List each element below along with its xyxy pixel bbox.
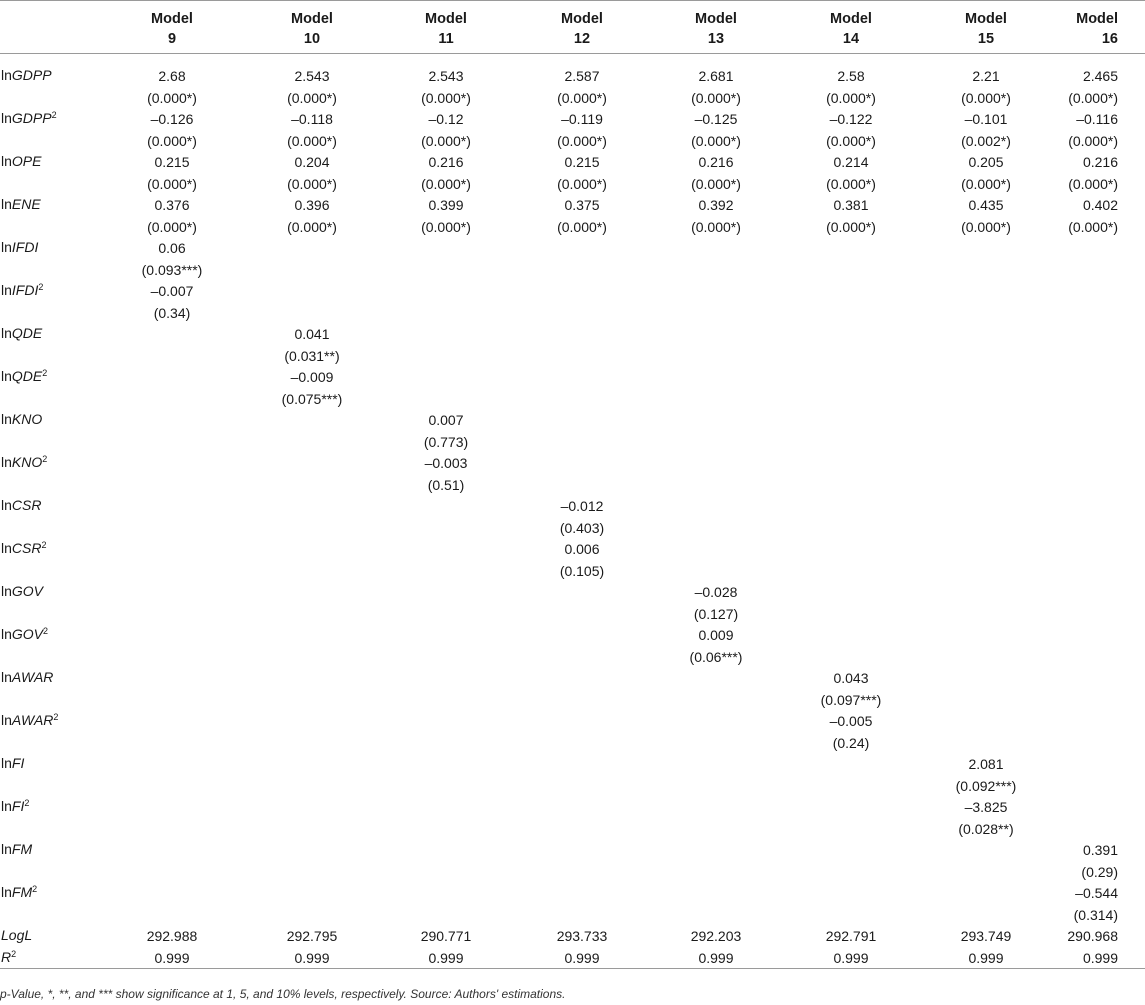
- coefficient-value: 0.043: [833, 670, 869, 686]
- row-label-variable: IFDI: [11, 239, 39, 255]
- table-cell: [257, 948, 367, 970]
- table-cell: [931, 926, 1041, 948]
- table-cell: [117, 238, 227, 281]
- row-label: [1, 496, 41, 514]
- table-cell: [117, 109, 227, 152]
- row-label-prefix: ln: [1, 712, 12, 728]
- column-header-top: Model: [425, 11, 467, 27]
- row-label: [1, 711, 58, 729]
- table-cell: [796, 668, 906, 711]
- row-label: [1, 948, 16, 966]
- p-value: (0.000*): [691, 218, 741, 235]
- column-header-top: Model: [291, 11, 333, 27]
- coefficient-value: 292.791: [825, 928, 877, 944]
- table-row: [0, 538, 1145, 581]
- table-cell: [527, 496, 637, 539]
- table-cell: [527, 948, 637, 970]
- row-label-variable: FM: [11, 841, 33, 857]
- coefficient-value: –0.125: [694, 111, 738, 127]
- table-cell: [931, 66, 1041, 109]
- column-header-top: Model: [561, 11, 603, 27]
- row-label-superscript: 2: [32, 884, 38, 894]
- coefficient-value: –0.007: [150, 283, 194, 299]
- coefficient-value: 292.795: [286, 928, 338, 944]
- coefficient-value: 0.204: [294, 154, 330, 170]
- table-cell: [931, 754, 1041, 797]
- table-cell: [391, 152, 501, 195]
- coefficient-value: –0.122: [829, 111, 873, 127]
- table-row: [0, 323, 1145, 366]
- p-value: (0.000*): [961, 218, 1011, 235]
- table-cell: [931, 152, 1041, 195]
- row-label-variable: FM: [11, 884, 33, 900]
- p-value: (0.000*): [826, 132, 876, 149]
- table-header: [0, 0, 1145, 54]
- coefficient-value: 2.58: [837, 68, 865, 84]
- row-label-superscript: 2: [38, 282, 44, 292]
- table-cell: [661, 195, 771, 238]
- coefficient-value: 0.396: [294, 197, 330, 213]
- row-label: [1, 668, 53, 686]
- p-value: (0.092***): [955, 777, 1017, 794]
- p-value: (0.000*): [961, 89, 1011, 106]
- p-value: (0.34): [153, 304, 191, 321]
- row-label: [1, 539, 46, 557]
- column-header: [391, 9, 501, 49]
- coefficient-value: 0.009: [698, 627, 734, 643]
- row-label-variable: FI: [11, 798, 25, 814]
- coefficient-value: 0.041: [294, 326, 330, 342]
- coefficient-value: –0.126: [150, 111, 194, 127]
- table-cell: [661, 109, 771, 152]
- row-label-variable: KNO: [11, 454, 43, 470]
- table-cell: [1028, 152, 1118, 195]
- p-value: (0.773): [423, 433, 469, 450]
- column-header-number: 12: [573, 31, 591, 47]
- coefficient-value: 2.081: [968, 756, 1004, 772]
- column-header-number: 16: [1101, 31, 1118, 47]
- p-value: (0.000*): [1068, 218, 1118, 235]
- row-label: [1, 625, 48, 643]
- row-label: [1, 66, 52, 84]
- coefficient-value: –0.012: [560, 498, 604, 514]
- row-label-variable: CSR: [11, 497, 42, 513]
- coefficient-value: 0.375: [564, 197, 600, 213]
- coefficient-value: 0.999: [154, 949, 190, 966]
- coefficient-value: 2.465: [1082, 68, 1118, 84]
- row-label-superscript: 2: [43, 626, 49, 636]
- coefficient-value: –3.825: [964, 799, 1008, 815]
- table-row: [0, 710, 1145, 753]
- p-value: (0.000*): [147, 89, 197, 106]
- p-value: (0.314): [1073, 906, 1118, 923]
- coefficient-value: 0.215: [154, 154, 190, 170]
- row-label-variable: AWAR: [11, 712, 54, 728]
- table-cell: [661, 152, 771, 195]
- coefficient-value: 0.007: [428, 412, 464, 428]
- row-label: [1, 926, 32, 944]
- table-cell: [257, 926, 367, 948]
- row-label: [1, 754, 24, 772]
- coefficient-value: –0.116: [1076, 111, 1118, 127]
- table-body: [0, 54, 1145, 968]
- table-cell: [1028, 195, 1118, 238]
- table-row: [0, 667, 1145, 710]
- table-cell: [117, 926, 227, 948]
- p-value: (0.000*): [1068, 132, 1118, 149]
- coefficient-value: 0.006: [564, 541, 600, 557]
- p-value: (0.24): [832, 734, 870, 751]
- p-value: (0.028**): [958, 820, 1014, 837]
- coefficient-value: 0.205: [968, 154, 1004, 170]
- column-header: [117, 9, 227, 49]
- coefficient-value: 0.214: [833, 154, 869, 170]
- row-label-superscript: 2: [51, 110, 57, 120]
- table-cell: [796, 711, 906, 754]
- p-value: (0.000*): [287, 218, 337, 235]
- row-label-prefix: ln: [1, 67, 12, 83]
- p-value: (0.06***): [689, 648, 743, 665]
- p-value: (0.000*): [421, 132, 471, 149]
- column-header-number: 9: [167, 31, 177, 47]
- coefficient-value: –0.118: [291, 111, 333, 127]
- table-cell: [391, 66, 501, 109]
- row-label-prefix: ln: [1, 884, 12, 900]
- p-value: (0.000*): [691, 89, 741, 106]
- table-row: [0, 452, 1145, 495]
- row-label: [1, 840, 32, 858]
- p-value: (0.000*): [557, 89, 607, 106]
- coefficient-value: 0.999: [428, 949, 464, 966]
- coefficient-value: 0.999: [1082, 949, 1118, 966]
- p-value: (0.000*): [961, 175, 1011, 192]
- column-header-top: Model: [830, 11, 872, 27]
- table-row: [0, 366, 1145, 409]
- table-cell: [391, 410, 501, 453]
- column-header-top: Model: [965, 11, 1007, 27]
- table-cell: [661, 926, 771, 948]
- p-value: (0.000*): [421, 175, 471, 192]
- table-cell: [117, 948, 227, 970]
- row-label: [1, 195, 41, 213]
- row-label: [1, 367, 47, 385]
- row-label-prefix: ln: [1, 239, 12, 255]
- row-label-variable: ENE: [11, 196, 41, 212]
- coefficient-value: 0.399: [428, 197, 464, 213]
- coefficient-value: –0.12: [428, 111, 464, 127]
- table-cell: [527, 926, 637, 948]
- row-label-variable: OPE: [11, 153, 42, 169]
- coefficient-value: 0.376: [154, 197, 190, 213]
- table-cell: [391, 948, 501, 970]
- row-label: [1, 152, 41, 170]
- table-cell: [391, 195, 501, 238]
- coefficient-value: 0.391: [1082, 842, 1118, 858]
- p-value: (0.000*): [691, 132, 741, 149]
- table-row: [0, 237, 1145, 280]
- table-cell: [527, 109, 637, 152]
- coefficient-value: 0.381: [833, 197, 869, 213]
- table-cell: [527, 66, 637, 109]
- row-label-variable: FI: [11, 755, 25, 771]
- row-label-prefix: ln: [1, 497, 12, 513]
- table-cell: [257, 324, 367, 367]
- column-header-number: 15: [977, 31, 995, 47]
- row-label-superscript: 2: [24, 798, 30, 808]
- column-header: [796, 9, 906, 49]
- row-label: [1, 453, 47, 471]
- row-label-variable: QDE: [11, 325, 43, 341]
- table-row: [0, 882, 1145, 925]
- row-label-variable: R: [1, 948, 12, 965]
- coefficient-value: –0.028: [694, 584, 738, 600]
- row-label-variable: GOV: [11, 626, 44, 642]
- p-value: (0.000*): [147, 175, 197, 192]
- table-row: [0, 280, 1145, 323]
- row-label-superscript: 2: [42, 454, 48, 464]
- table-row: [0, 108, 1145, 151]
- table-cell: [796, 152, 906, 195]
- p-value: (0.51): [427, 476, 465, 493]
- row-label: [1, 109, 57, 127]
- coefficient-value: 2.587: [564, 68, 600, 84]
- table-row: [0, 925, 1145, 947]
- coefficient-value: 292.988: [146, 928, 198, 944]
- table-cell: [931, 797, 1041, 840]
- table-cell: [527, 539, 637, 582]
- table-cell: [117, 66, 227, 109]
- table-row: [0, 65, 1145, 108]
- p-value: (0.000*): [557, 218, 607, 235]
- coefficient-value: –0.009: [290, 369, 334, 385]
- row-label: [1, 582, 43, 600]
- coefficient-value: 0.999: [294, 949, 330, 966]
- row-label-variable: KNO: [11, 411, 43, 427]
- coefficient-value: 293.733: [556, 928, 608, 944]
- row-label-variable: QDE: [11, 368, 43, 384]
- coefficient-value: 290.968: [1067, 928, 1118, 944]
- table-cell: [931, 109, 1041, 152]
- row-label-prefix: ln: [1, 196, 12, 212]
- row-label-variable: GOV: [11, 583, 44, 599]
- coefficient-value: 0.999: [564, 949, 600, 966]
- table-cell: [391, 109, 501, 152]
- p-value: (0.000*): [421, 218, 471, 235]
- coefficient-value: 0.216: [698, 154, 734, 170]
- p-value: (0.127): [693, 605, 739, 622]
- coefficient-value: 0.999: [698, 949, 734, 966]
- p-value: (0.000*): [826, 175, 876, 192]
- coefficient-value: 0.06: [158, 240, 186, 256]
- p-value: (0.000*): [287, 132, 337, 149]
- p-value: (0.000*): [826, 218, 876, 235]
- row-label-prefix: ln: [1, 626, 12, 642]
- table-footnote: p-Value, *, **, and *** show significance at 1, 5, and 10% levels, respectively. Source: Authors' estimations.: [0, 987, 566, 1001]
- coefficient-value: 2.681: [698, 68, 734, 84]
- column-header-top: Model: [695, 11, 737, 27]
- table-cell: [117, 195, 227, 238]
- table-cell: [796, 66, 906, 109]
- table-cell: [661, 66, 771, 109]
- table-cell: [1028, 948, 1118, 970]
- coefficient-value: –0.119: [561, 111, 603, 127]
- row-label: [1, 410, 42, 428]
- p-value: (0.000*): [287, 89, 337, 106]
- p-value: (0.000*): [287, 175, 337, 192]
- column-header: [931, 9, 1041, 49]
- row-label-prefix: ln: [1, 540, 12, 556]
- table-cell: [661, 625, 771, 668]
- table-cell: [257, 195, 367, 238]
- row-label-variable: LogL: [1, 927, 33, 943]
- table-cell: [796, 195, 906, 238]
- table-row: [0, 495, 1145, 538]
- row-label-superscript: 2: [42, 368, 48, 378]
- table-row: [0, 947, 1145, 969]
- p-value: (0.29): [1081, 863, 1118, 880]
- table-cell: [117, 281, 227, 324]
- table-cell: [391, 453, 501, 496]
- coefficient-value: 0.999: [833, 949, 869, 966]
- row-label: [1, 883, 37, 901]
- table-cell: [796, 926, 906, 948]
- row-label: [1, 281, 43, 299]
- coefficient-value: 0.402: [1082, 197, 1118, 213]
- coefficient-value: 2.543: [428, 68, 464, 84]
- table-cell: [391, 926, 501, 948]
- row-label-prefix: ln: [1, 798, 12, 814]
- table-cell: [257, 66, 367, 109]
- p-value: (0.000*): [1068, 89, 1118, 106]
- p-value: (0.403): [559, 519, 605, 536]
- table-cell: [796, 948, 906, 970]
- row-label-prefix: ln: [1, 669, 12, 685]
- coefficient-value: 0.216: [1082, 154, 1118, 170]
- column-header-number: 10: [303, 31, 321, 47]
- table-row: [0, 581, 1145, 624]
- table-row: [0, 753, 1145, 796]
- row-label-prefix: ln: [1, 411, 12, 427]
- table-cell: [527, 152, 637, 195]
- p-value: (0.097***): [820, 691, 882, 708]
- row-label-variable: CSR: [11, 540, 42, 556]
- column-header-number: 11: [438, 31, 454, 47]
- p-value: (0.105): [559, 562, 605, 579]
- table-row: [0, 409, 1145, 452]
- row-label-prefix: ln: [1, 110, 12, 126]
- row-label-variable: IFDI: [11, 282, 39, 298]
- p-value: (0.000*): [557, 175, 607, 192]
- row-label-prefix: ln: [1, 368, 12, 384]
- coefficient-value: 0.999: [968, 949, 1004, 966]
- column-header-top: Model: [151, 11, 193, 27]
- table-cell: [1028, 883, 1118, 926]
- coefficient-value: 2.68: [158, 68, 186, 84]
- column-header-number: 13: [707, 31, 725, 47]
- p-value: (0.093***): [141, 261, 203, 278]
- row-label-superscript: 2: [11, 948, 17, 959]
- row-label-superscript: 2: [41, 540, 47, 550]
- p-value: (0.002*): [961, 132, 1011, 149]
- row-label: [1, 238, 38, 256]
- table-cell: [527, 195, 637, 238]
- table-cell: [117, 152, 227, 195]
- p-value: (0.000*): [421, 89, 471, 106]
- row-label-superscript: 2: [53, 712, 59, 722]
- row-label-variable: AWAR: [11, 669, 54, 685]
- table-cell: [661, 582, 771, 625]
- column-header-top: Model: [1076, 11, 1118, 27]
- coefficient-value: 292.203: [690, 928, 742, 944]
- row-label-prefix: ln: [1, 325, 12, 341]
- coefficient-value: 290.771: [420, 928, 472, 944]
- p-value: (0.000*): [1068, 175, 1118, 192]
- column-header: [257, 9, 367, 49]
- table-cell: [661, 948, 771, 970]
- row-label-prefix: ln: [1, 841, 12, 857]
- coefficient-value: 2.543: [294, 68, 330, 84]
- p-value: (0.000*): [147, 132, 197, 149]
- row-label-prefix: ln: [1, 755, 12, 771]
- table-row: [0, 839, 1145, 882]
- p-value: (0.000*): [691, 175, 741, 192]
- column-header: [527, 9, 637, 49]
- column-header-number: 14: [842, 31, 860, 47]
- p-value: (0.000*): [557, 132, 607, 149]
- table-cell: [1028, 840, 1118, 883]
- table-cell: [1028, 109, 1118, 152]
- column-header: [1038, 9, 1118, 49]
- p-value: (0.000*): [147, 218, 197, 235]
- table-cell: [257, 152, 367, 195]
- coefficient-value: 2.21: [972, 68, 1000, 84]
- table-cell: [257, 109, 367, 152]
- column-header: [661, 9, 771, 49]
- row-label-variable: GDPP: [11, 67, 52, 83]
- coefficient-value: 0.435: [968, 197, 1004, 213]
- table-row: [0, 624, 1145, 667]
- table-cell: [1028, 926, 1118, 948]
- coefficient-value: –0.005: [829, 713, 873, 729]
- table-cell: [931, 948, 1041, 970]
- table-cell: [257, 367, 367, 410]
- row-label-prefix: ln: [1, 282, 12, 298]
- coefficient-value: 0.216: [428, 154, 464, 170]
- row-label-variable: GDPP: [11, 110, 52, 126]
- p-value: (0.000*): [826, 89, 876, 106]
- coefficient-value: –0.544: [1075, 885, 1118, 901]
- row-label: [1, 324, 42, 342]
- p-value: (0.031**): [284, 347, 340, 364]
- table-cell: [1028, 66, 1118, 109]
- coefficient-value: 0.215: [564, 154, 600, 170]
- table-row: [0, 151, 1145, 194]
- row-label-prefix: ln: [1, 153, 12, 169]
- coefficient-value: 0.392: [698, 197, 734, 213]
- row-label-prefix: ln: [1, 583, 12, 599]
- coefficient-value: –0.003: [424, 455, 468, 471]
- table-cell: [796, 109, 906, 152]
- table-row: [0, 796, 1145, 839]
- coefficient-value: –0.101: [964, 111, 1008, 127]
- table-cell: [931, 195, 1041, 238]
- p-value: (0.075***): [281, 390, 343, 407]
- row-label-prefix: ln: [1, 454, 12, 470]
- table-row: [0, 194, 1145, 237]
- row-label: [1, 797, 29, 815]
- coefficient-value: 293.749: [960, 928, 1012, 944]
